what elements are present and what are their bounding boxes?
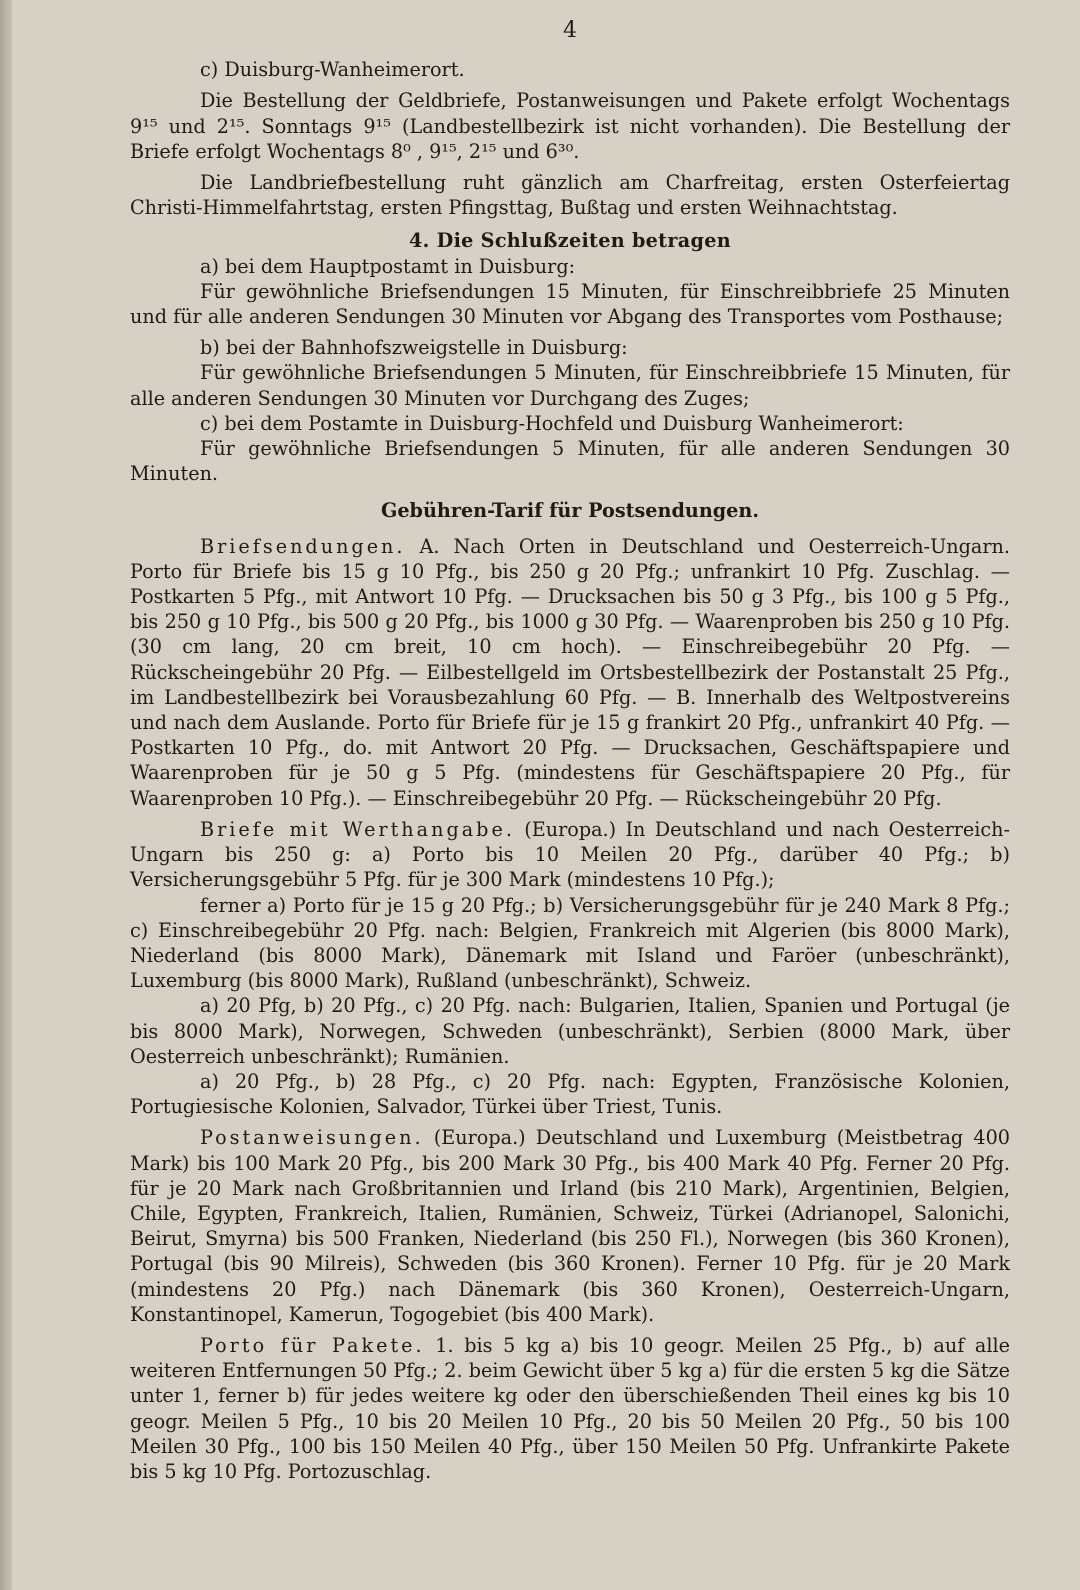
page-content (130, 18, 1010, 1484)
pakete-label: Porto für Pakete. (200, 1333, 425, 1357)
werthangabe-label: Briefe mit Werthangabe. (200, 817, 515, 841)
pakete-paragraph (130, 1333, 1010, 1484)
page-number: 4 (563, 18, 577, 43)
bestellung-paragraph-2: Die Landbriefbestellung ruht gänzlich am Charfreitag, ersten Osterfeiertag Christi-Himmelfahrtstag, ersten Pfingsttag, Bußtag und ersten Weihnachtstag. (130, 171, 1010, 220)
postanweisungen-label: Postanweisungen. (200, 1126, 424, 1150)
tarif-heading: Gebühren-Tarif für Postsendungen. (380, 499, 760, 523)
schluss-a-title: a) bei dem Hauptpostamt in Duisburg: (200, 254, 576, 278)
pakete-text: 1. bis 5 kg a) bis 10 geogr. Meilen 25 Pfg., b) auf alle weiteren Entfernungen 50 Pfg.; 2. beim Gewicht über 5 kg a) für die ersten 5 kg die Sätze unter 1, ferner b) für jedes weitere kg oder den überschießenden Theil eines kg bis 10 geogr. Meilen 5 Pfg., 10 bis 20 Meilen 10 Pfg., 20 bis 50 Meilen 20 Pfg., 50 bis 100 Meilen 30 Pfg., 100 bis 150 Meilen 40 Pfg., über 150 Meilen 50 Pfg. Unfrankirte Pakete bis 5 kg 10 Pfg. Portozuschlag. (130, 1333, 1010, 1483)
schlusszeiten-heading: 4. Die Schlußzeiten betragen (409, 229, 731, 253)
bestellung-paragraph-1: Die Bestellung der Geldbriefe, Postanweisungen und Pakete erfolgt Wochentags 9¹⁵ und 2¹⁵. Sonntags 9¹⁵ (Landbestellbezirk ist nicht vorhanden). Die Bestellung der Briefe erfolgt Wochentags 8⁰ , 9¹⁵, 2¹⁵ und 6³⁰. (130, 89, 1010, 163)
ferner-paragraph: ferner a) Porto für je 15 g 20 Pfg.; b) Versicherungsgebühr für je 240 Mark 8 Pfg.; c) Einschreibegebühr 20 Pfg. nach: Belgien, Frankreich mit Algerien (bis 8000 Mark), Niederland (bis 8000 Mark), Dänemark mit Island und Faröer (unbeschränkt), Luxemburg (bis 8000 Mark), Rußland (unbeschränkt), Schweiz. (130, 893, 1010, 993)
briefsendungen-label: Briefsendungen. (200, 534, 406, 558)
briefsendungen-paragraph (130, 534, 1010, 811)
schluss-b-text: Für gewöhnliche Briefsendungen 5 Minuten, für Einschreibbriefe 15 Minuten, für alle anderen Sendungen 30 Minuten vor Durchgang des Zuges; (130, 361, 1010, 410)
schluss-c-title: c) bei dem Postamte in Duisburg-Hochfeld und Duisburg Wanheimerort: (200, 411, 904, 435)
schluss-a-text: Für gewöhnliche Briefsendungen 15 Minuten, für Einschreibbriefe 25 Minuten und für alle anderen Sendungen 30 Minuten vor Abgang des Transportes vom Posthause; (130, 279, 1010, 329)
postanweisungen-text: (Europa.) Deutschland und Luxemburg (Meistbetrag 400 Mark) bis 100 Mark 20 Pfg., bis 200 Mark 30 Pfg., bis 400 Mark 40 Pfg. Ferner 20 Pfg. für je 20 Mark nach Großbritannien und Irland (bis 210 Mark), Argentinien, Belgien, Chile, Egypten, Frankreich, Italien, Rumänien, Schweiz, Türkei (Adrianopel, Salonichi, Beirut, Smyrna) bis 500 Franken, Niederland (bis 250 Fl.), Norwegen (bis 360 Kronen), Portugal (bis 90 Milreis), Schweden (bis 360 Kronen). Ferner 10 Pfg. für je 20 Mark (mindestens 20 Pfg.) nach Dänemark (bis 360 Kronen), Oesterreich-Ungarn, Konstantinopel, Kamerun, Togogebiet (bis 400 Mark). (130, 1126, 1010, 1326)
werthangabe-text: (Europa.) In Deutschland und nach Oesterreich-Ungarn bis 250 g: a) Porto bis 10 Meilen 20 Pfg., darüber 40 Pfg.; b) Versicherungsgebühr 5 Pfg. für je 300 Mark (mindestens 10 Pfg.); (130, 817, 1010, 892)
page-edge (0, 0, 12, 1590)
werthangabe-paragraph (130, 817, 1010, 893)
postanweisungen-paragraph (130, 1125, 1010, 1327)
section-c-title: c) Duisburg-Wanheimerort. (200, 58, 465, 82)
abc2-paragraph: a) 20 Pfg., b) 28 Pfg., c) 20 Pfg. nach: Egypten, Französische Kolonien, Portugiesische Kolonien, Salvador, Türkei über Triest, Tunis. (130, 1069, 1010, 1119)
briefsendungen-text: A. Nach Orten in Deutschland und Oesterreich-Ungarn. Porto für Briefe bis 15 g 10 Pfg., bis 250 g 20 Pfg.; unfrankirt 10 Pfg. Zuschlag. — Postkarten 5 Pfg., mit Antwort 10 Pfg. — Drucksachen bis 50 g 3 Pfg., bis 100 g 5 Pfg., bis 250 g 10 Pfg., bis 500 g 20 Pfg., bis 1000 g 30 Pfg. — Waarenproben bis 250 g 10 Pfg. (30 cm lang, 20 cm breit, 10 cm hoch). — Einschreibegebühr 20 Pfg. — Rückscheingebühr 20 Pfg. — Eilbestellgeld im Ortsbestellbezirk der Postanstalt 25 Pfg., im Landbestellbezirk bei Vorausbezahlung 60 Pfg. — B. Innerhalb des Weltpostvereins und nach dem Auslande. Porto für Briefe für je 15 g frankirt 20 Pfg., unfrankirt 40 Pfg. — Postkarten 10 Pfg., do. mit Antwort 20 Pfg. — Drucksachen, Geschäftspapiere und Waarenproben für je 50 g 5 Pfg. (mindestens für Geschäftspapiere 20 Pfg., für Waarenproben 10 Pfg.). — Einschreibegebühr 20 Pfg. — Rückscheingebühr 20 Pfg. (130, 534, 1010, 810)
abc1-paragraph: a) 20 Pfg, b) 20 Pfg., c) 20 Pfg. nach: Bulgarien, Italien, Spanien und Portugal (je bis 8000 Mark), Norwegen, Schweden (unbeschränkt), Serbien (8000 Mark, über Oesterreich unbeschränkt); Rumänien. (130, 994, 1010, 1068)
schluss-c-text: Für gewöhnliche Briefsendungen 5 Minuten, für alle anderen Sendungen 30 Minuten. (130, 437, 1010, 486)
schluss-b-title: b) bei der Bahnhofszweigstelle in Duisburg: (200, 336, 628, 360)
